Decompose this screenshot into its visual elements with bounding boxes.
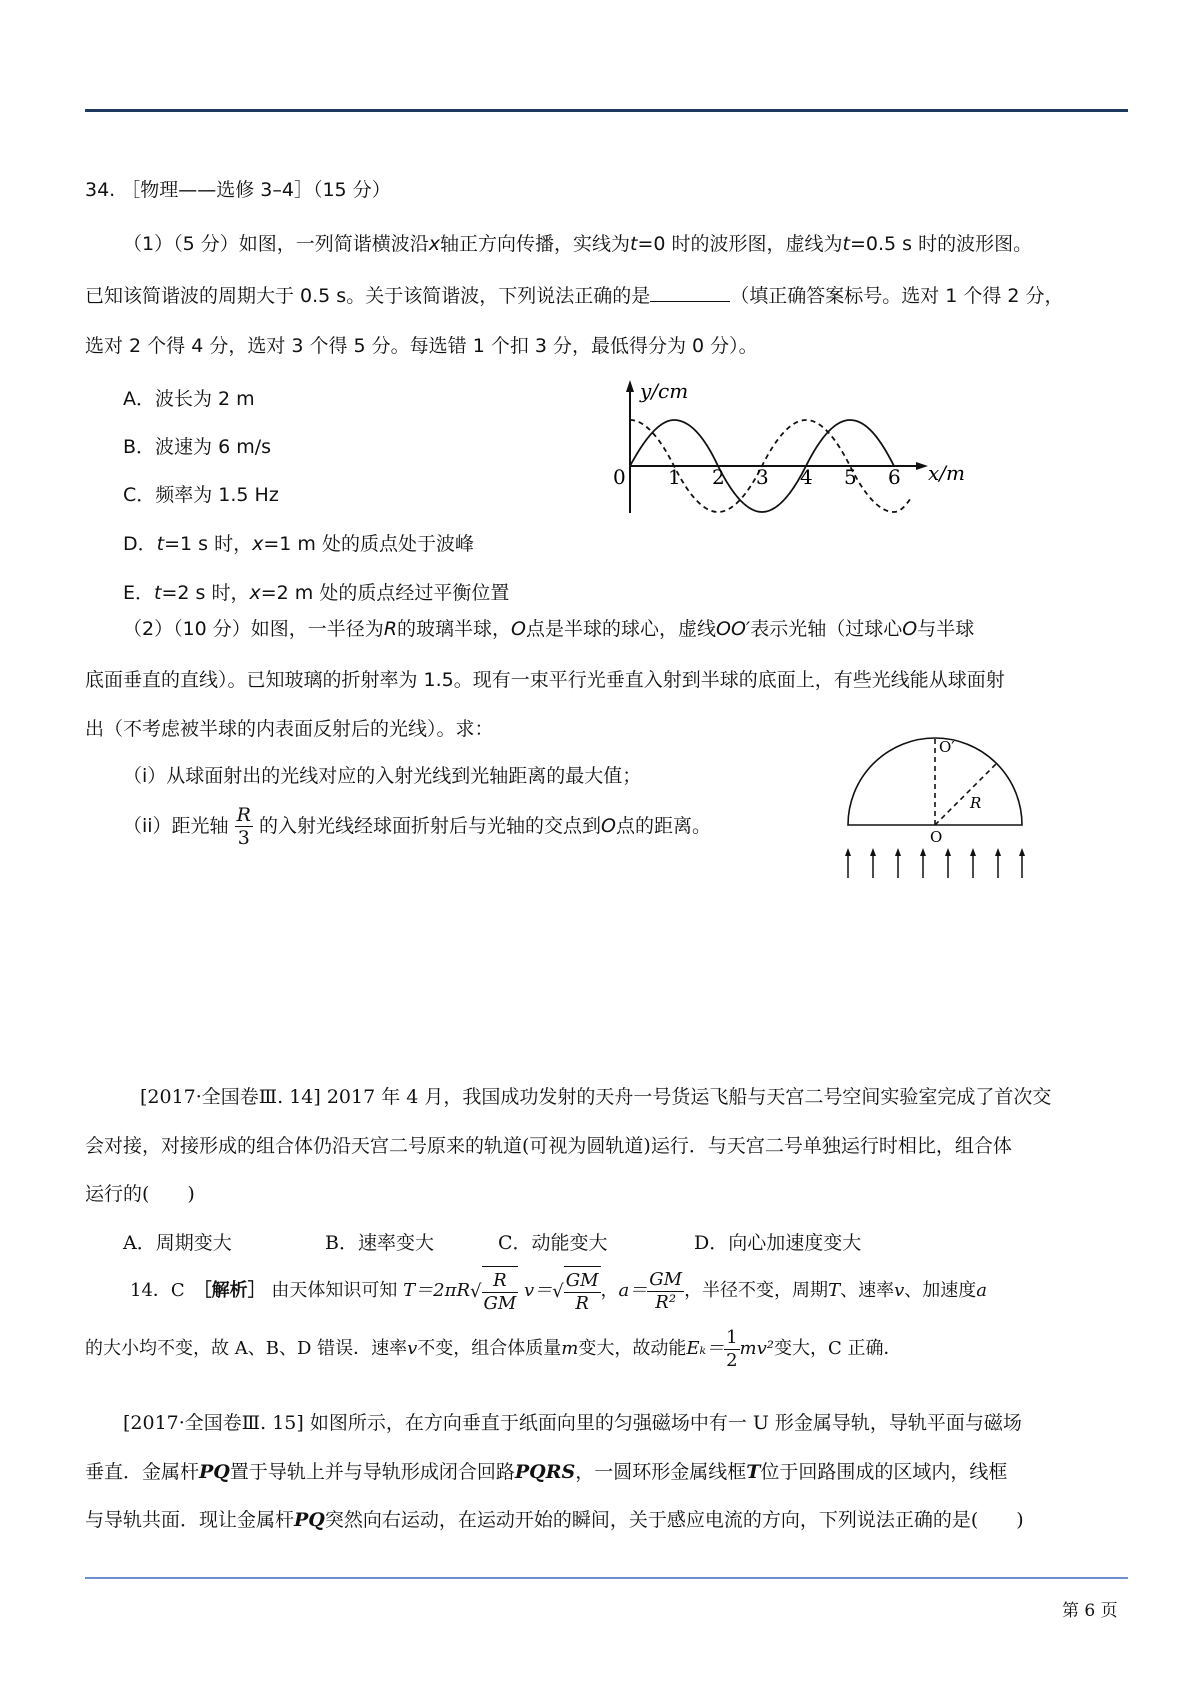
y-axis-label: y/cm	[640, 379, 689, 403]
q14-line1: [2017·全国卷Ⅲ. 14] 2017 年 4 月，我国成功发射的天舟一号货运飞船与天宫二号空间实验室完成了首次交	[140, 1086, 1052, 1108]
q34-part2-line1: （2）（10 分）如图，一半径为R的玻璃半球，O点是半球的球心，虚线OO′表示光轴（过球心O与半球	[123, 618, 975, 640]
tick-3: 3	[756, 465, 769, 489]
answer-blank[interactable]	[650, 283, 730, 302]
q14-line3: 运行的( )	[85, 1183, 195, 1205]
q14-option-a: A．周期变大	[123, 1232, 232, 1254]
q15-line1: [2017·全国卷Ⅲ. 15] 如图所示，在方向垂直于纸面向里的匀强磁场中有一 U 形金属导轨，导轨平面与磁场	[123, 1412, 1022, 1434]
q14-option-b: B．速率变大	[325, 1232, 434, 1254]
radius-line	[935, 764, 996, 825]
q34-part2-i: （i）从球面射出的光线对应的入射光线到光轴距离的最大值；	[123, 765, 642, 787]
q34-part2-line2: 底面垂直的直线）。已知玻璃的折射率为 1.5。现有一束平行光垂直入射到半球的底面上，有些光线能从球面射	[85, 669, 1005, 691]
q34-part2-line3: 出（不考虑被半球的内表面反射后的光线）。求：	[85, 718, 494, 740]
q14-analysis-line2: 的大小均不变，故 A、B、D 错误．速率v不变，组合体质量m变大，故动能Eₖ＝ $\frac{1}{2}$ mv²变大，C 正确．	[85, 1326, 902, 1371]
option-c: C．频率为 1.5 Hz	[123, 484, 279, 506]
q14-analysis-line1: 14．C ［解析］ 由天体知识可知 T＝2πR√ $\frac{R}{GM}$ v＝√ $\frac{GM}{R}$ ，a＝ $\frac{GM}{\text{R²}}$ ，半径不变，周期T、速率v、加速度a	[130, 1266, 987, 1316]
option-b: B．波速为 6 m/s	[123, 436, 272, 458]
page-number: 第 6 页	[1062, 1601, 1118, 1621]
tick-6: 6	[888, 465, 901, 489]
q34-header: 34. ［物理——选修 3–4］（15 分）	[85, 179, 391, 201]
q15-line2: 垂直．金属杆PQ置于导轨上并与导轨形成闭合回路PQRS，一圆环形金属线框T位于回路围成的区域内，线框	[85, 1461, 1008, 1483]
tick-1: 1	[668, 465, 681, 489]
label-o-prime: O′	[939, 738, 955, 756]
sqrt-gm-over-r: √ $\frac{GM}{R}$	[552, 1266, 600, 1316]
fraction-r-over-3: $\frac{R}{3}$	[236, 804, 251, 849]
q34-part1-line2: 已知该简谐波的周期大于 0.5 s。关于该简谐波，下列说法正确的是 （填正确答案标号。选对 1 个得 2 分，	[85, 285, 1064, 307]
tick-4: 4	[800, 465, 813, 489]
q14-option-d: D．向心加速度变大	[694, 1232, 862, 1254]
q14-line2: 会对接，对接形成的组合体仍沿天宫二号原来的轨道(可视为圆轨道)运行．与天宫二号单独运行时相比，组合体	[85, 1135, 1012, 1157]
fraction-gm-over-r2: $\frac{GM}{\text{R²}}$	[649, 1268, 683, 1313]
header-rule	[85, 109, 1128, 112]
light-arrows	[845, 848, 1025, 878]
label-o: O	[930, 828, 943, 846]
tick-2: 2	[712, 465, 725, 489]
q15-line3: 与导轨共面．现让金属杆PQ突然向右运动，在运动开始的瞬间，关于感应电流的方向，下列说法正确的是( )	[85, 1509, 1024, 1531]
tick-5: 5	[844, 465, 857, 489]
sqrt-r-over-gm: √ $\frac{R}{GM}$	[470, 1266, 518, 1316]
tick-0: 0	[613, 465, 626, 489]
x-axis-label: x/m	[928, 461, 965, 485]
hemisphere-figure	[840, 730, 1040, 880]
footer-rule	[85, 1577, 1128, 1579]
option-d: D．t=1 s 时，x=1 m 处的质点处于波峰	[123, 533, 474, 555]
q34-part1-line3: 选对 2 个得 4 分，选对 3 个得 5 分。每选错 1 个扣 3 分，最低得分为 0 分）。	[85, 335, 758, 357]
fraction-one-half: $\frac{1}{2}$	[726, 1326, 738, 1371]
option-e: E．t=2 s 时，x=2 m 处的质点经过平衡位置	[123, 582, 510, 604]
q34-part1-line1: （1）（5 分）如图，一列简谐横波沿x轴正方向传播，实线为t=0 时的波形图，虚线为t=0.5 s 时的波形图。	[123, 233, 1033, 255]
wave-graph	[610, 378, 980, 528]
q34-part2-ii: （ii）距光轴 $\frac{R}{3}$ 的入射光线经球面折射后与光轴的交点到O点的距离。	[123, 804, 711, 849]
q14-option-c: C．动能变大	[498, 1232, 608, 1254]
label-r: R	[970, 794, 982, 812]
option-a: A．波长为 2 m	[123, 388, 255, 410]
